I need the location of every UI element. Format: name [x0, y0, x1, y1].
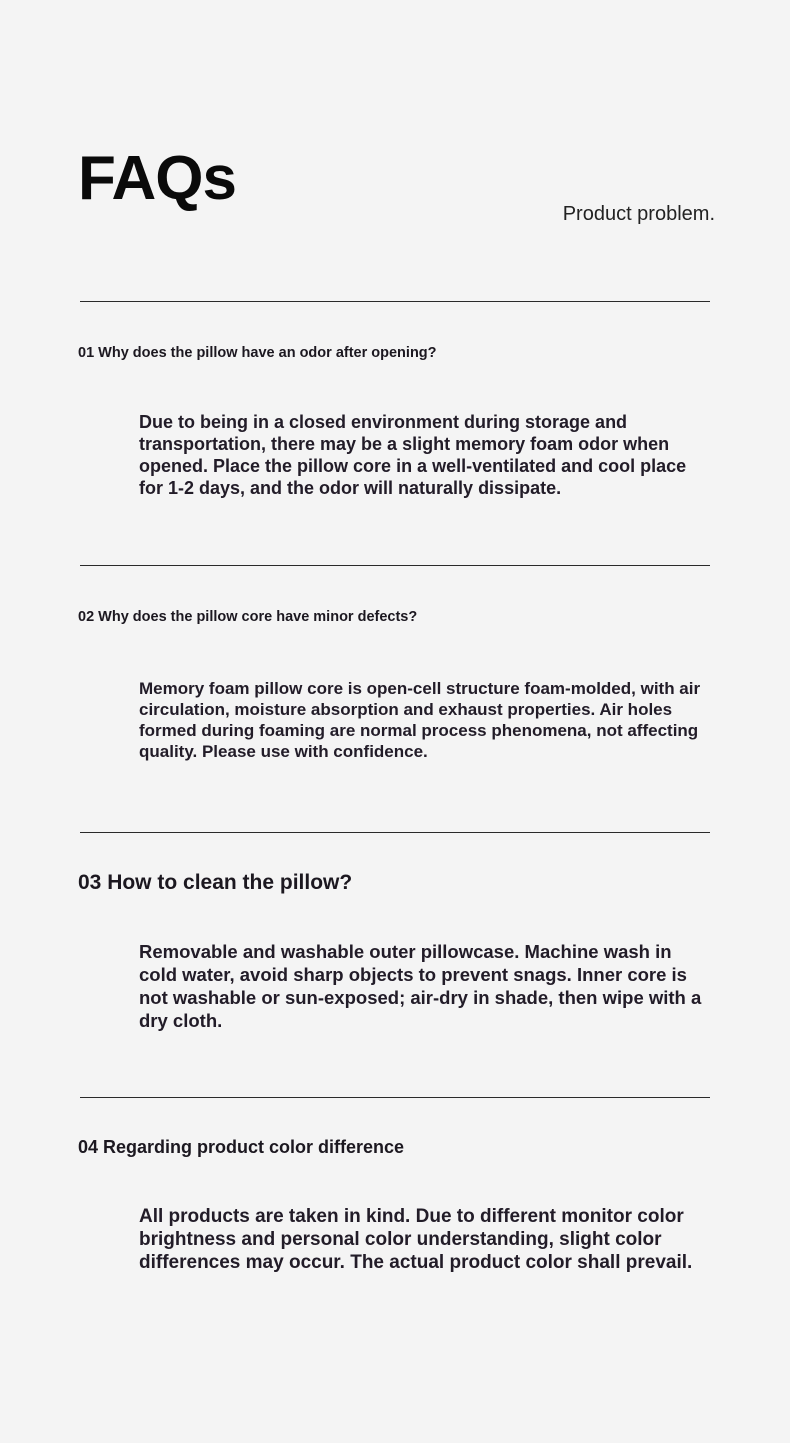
divider — [80, 301, 710, 302]
faq-answer-3: Removable and washable outer pillowcase. Machine wash in cold water, avoid sharp objects to prevent snags. Inner core is not washable or sun-exposed; air-dry in shade, then wipe with a dry cloth. — [139, 941, 702, 1031]
divider — [80, 1097, 710, 1098]
divider — [80, 832, 710, 833]
faq-answer-4: All products are taken in kind. Due to different monitor color brightness and personal color understanding, slight color differences may occur. The actual product color shall prevail. — [139, 1206, 693, 1273]
faq-question-1: 01 Why does the pillow have an odor after opening? — [78, 345, 437, 361]
faq-question-2: 02 Why does the pillow core have minor defects? — [78, 609, 418, 625]
divider — [80, 565, 710, 566]
page-title: FAQs — [78, 144, 236, 213]
faq-answer-2: Memory foam pillow core is open-cell structure foam-molded, with air circulation, moisture absorption and exhaust properties. Air holes formed during foaming are normal process phenomena, not affecting quality. Please use with confidence. — [139, 679, 701, 761]
faq-question-3: 03 How to clean the pillow? — [78, 871, 353, 894]
faq-answer-1: Due to being in a closed environment during storage and transportation, there may be a slight memory foam odor when opened. Place the pillow core in a well-ventilated and cool place for 1-2 days, and the odor will naturally dissipate. — [139, 412, 687, 498]
page-subtitle: Product problem. — [562, 203, 715, 225]
faq-question-4: 04 Regarding product color difference — [78, 1137, 405, 1157]
